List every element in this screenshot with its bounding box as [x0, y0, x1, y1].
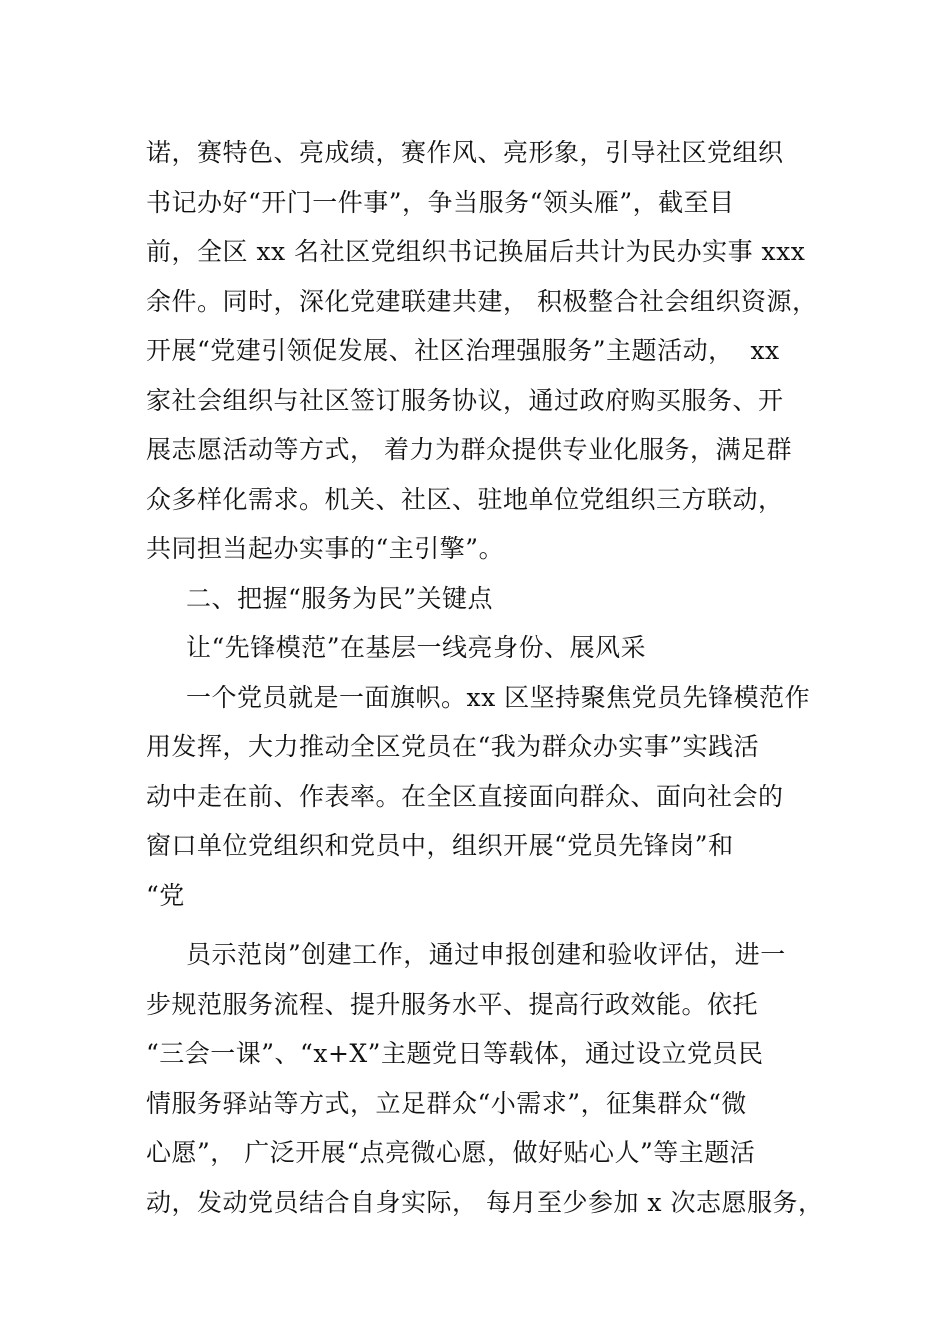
paragraph-gap — [146, 920, 826, 930]
text-line-5: 开展“党建引领促发展、社区治理强服务”主题活动， xx — [146, 336, 780, 365]
section-heading: 二、把握“服务为民”关键点 — [186, 583, 494, 613]
text-line-17: 员示范岗”创建工作，通过申报创建和验收评估，进一 — [186, 940, 786, 969]
text-line-18: 步规范服务流程、提升服务水平、提高行政效能。依托 — [146, 989, 759, 1019]
text-line-8: 众多样化需求。机关、社区、驻地单位党组织三方联动， — [146, 484, 784, 514]
text-line-1: 诺，赛特色、亮成绩，赛作风、亮形象，引导社区党组织 — [146, 138, 784, 167]
text-line-6: 家社会组织与社区签订服务协议，通过政府购买服务、开 — [146, 385, 784, 415]
text-line-22: 动，发动党员结合自身实际， 每月至少参加 x 次志愿服务， — [146, 1187, 824, 1217]
text-line-4: 余件。同时，深化党建联建共建， 积极整合社会组织资源， — [146, 286, 818, 316]
text-line-2: 书记办好“开门一件事”，争当服务“领头雁”，截至目 — [146, 187, 735, 217]
text-line-3: 前，全区 xx 名社区党组织书记换届后共计为民办实事 xxx — [146, 237, 806, 266]
text-line-21: 心愿”， 广泛开展“点亮微心愿，做好贴心人”等主题活 — [146, 1138, 756, 1167]
body-text — [146, 128, 826, 1227]
text-line-15: 窗口单位党组织和党员中，组织开展“党员先锋岗”和 — [146, 831, 734, 860]
text-line-20: 情服务驿站等方式，立足群众“小需求”，征集群众“微 — [146, 1088, 747, 1118]
text-line-13: 用发挥，大力推动全区党员在“我为群众办实事”实践活 — [146, 732, 760, 761]
text-line-19: “三会一课”、“x+X”主题党日等载体，通过设立党员民 — [146, 1039, 764, 1068]
text-line-9: 共同担当起办实事的“主引擎”。 — [146, 534, 505, 563]
text-line-7: 展志愿活动等方式， 着力为群众提供专业化服务，满足群 — [146, 435, 792, 464]
section-subheading: 让“先锋模范”在基层一线亮身份、展风采 — [186, 633, 647, 662]
text-line-16: “党 — [146, 880, 185, 910]
text-line-14: 动中走在前、作表率。在全区直接面向群众、面向社会的 — [146, 781, 784, 811]
text-line-12: 一个党员就是一面旗帜。xx 区坚持聚焦党员先锋模范作 — [186, 682, 811, 712]
